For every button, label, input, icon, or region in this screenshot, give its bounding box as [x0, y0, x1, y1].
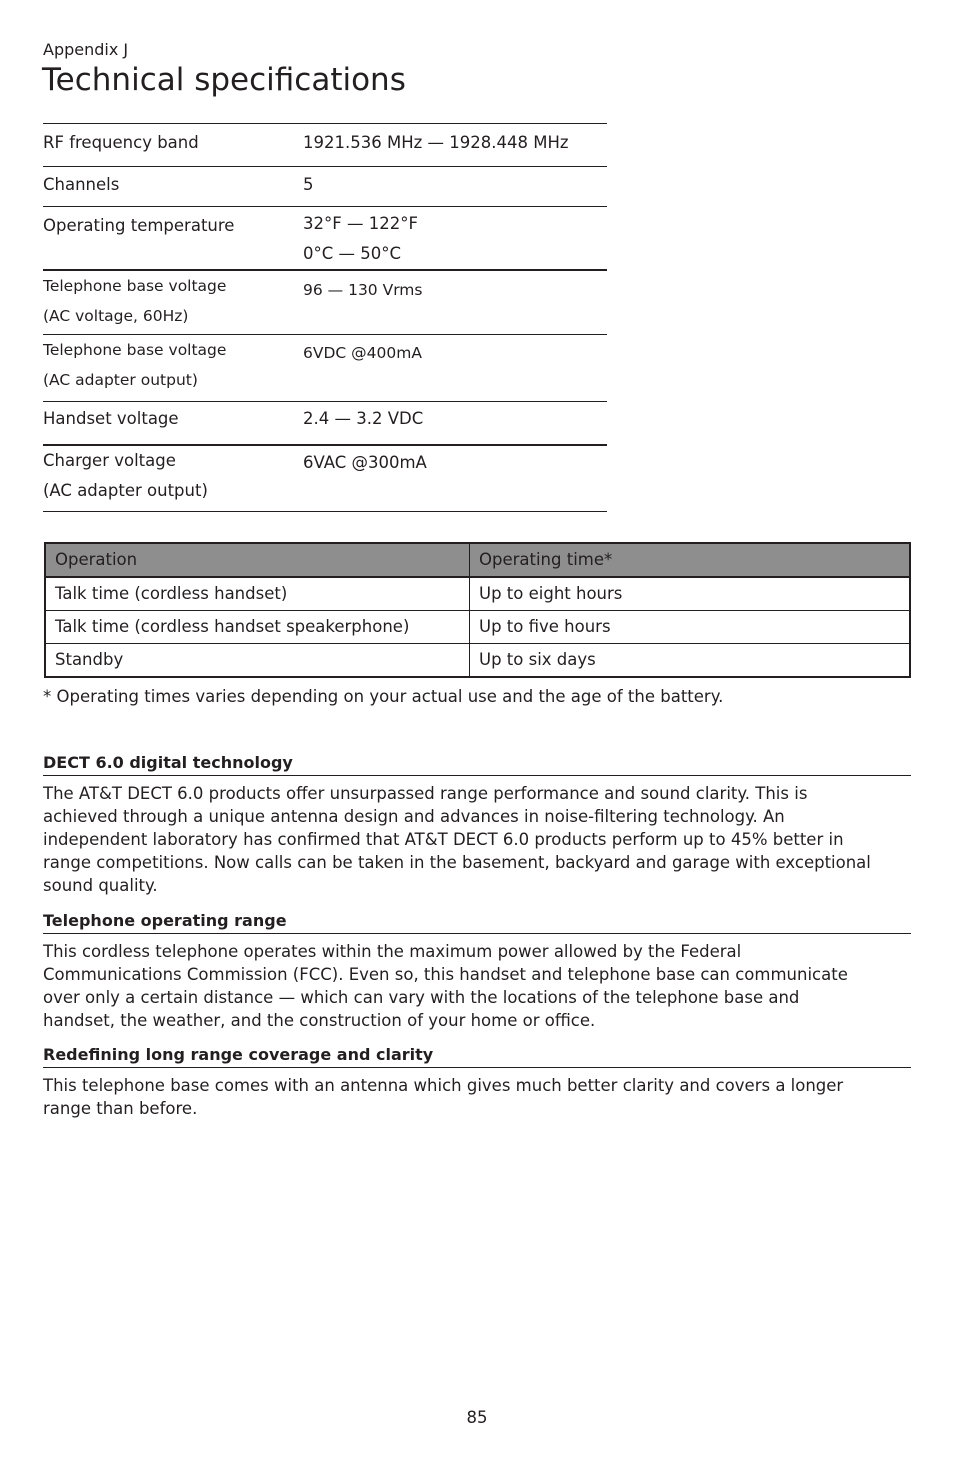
spec-label: RF frequency band — [43, 124, 303, 167]
spec-row-base-voltage-ac — [43, 270, 607, 334]
page-number: 85 — [466, 1408, 488, 1427]
spec-label: Telephone base voltage (AC voltage, 60Hz) — [43, 277, 227, 325]
column-header-operation: Operation — [45, 543, 470, 577]
spec-label: Channels — [43, 175, 120, 194]
table-header-row — [45, 543, 910, 577]
operating-time-footnote: * Operating times varies depending on your actual use and the age of the battery. — [43, 687, 724, 706]
spec-row-operating-temperature — [43, 207, 607, 271]
table-row — [45, 644, 910, 678]
table-cell: Up to five hours — [470, 611, 911, 644]
table-row — [45, 611, 910, 644]
spec-table — [43, 123, 607, 512]
spec-value: 1921.536 MHz — 1928.448 MHz — [303, 124, 607, 167]
spec-value: 96 — 130 Vrms — [303, 281, 423, 299]
table-cell: Talk time (cordless handset) — [45, 577, 470, 611]
spec-row-base-voltage-adapter — [43, 334, 607, 401]
spec-value: 2.4 — 3.2 VDC — [303, 408, 424, 428]
spec-row-channels — [43, 167, 607, 207]
spec-row-rf-frequency — [43, 124, 607, 167]
section-heading-dect: DECT 6.0 digital technology — [43, 752, 911, 776]
operating-time-table — [44, 542, 911, 678]
spec-value: 32°F — 122°F 0°C — 50°C — [303, 214, 418, 263]
section-body-long-range: This telephone base comes with an antenna which gives much better clarity and covers a longer range than before. — [43, 1076, 844, 1118]
spec-label: Operating temperature — [43, 216, 235, 235]
spec-label: Handset voltage — [43, 408, 179, 428]
section-body-dect: The AT&T DECT 6.0 products offer unsurpassed range performance and sound clarity. This is achieved through a unique antenna design and advances in noise-filtering technology. An independent laboratory has confirmed that AT&T DECT 6.0 products perform up to 45% better in range competitions. Now calls can be taken in the basement, backyard and garage with exceptional sound quality. — [43, 784, 871, 895]
table-cell: Up to six days — [470, 644, 911, 678]
spec-value: 5 — [303, 175, 314, 194]
section-heading-long-range: Redefining long range coverage and clarity — [43, 1044, 911, 1068]
spec-label: Charger voltage (AC adapter output) — [43, 451, 208, 500]
spec-row-handset-voltage — [43, 401, 607, 445]
section-heading-operating-range: Telephone operating range — [43, 910, 911, 934]
spec-label: Telephone base voltage (AC adapter output) — [43, 340, 227, 389]
spec-value: 6VAC @300mA — [303, 453, 427, 472]
table-cell: Talk time (cordless handset speakerphone) — [45, 611, 470, 644]
section-body-operating-range: This cordless telephone operates within the maximum power allowed by the Federal Communications Commission (FCC). Even so, this handset and telephone base can communicate over only a certain distance — which can vary with the locations of the telephone base and handset, the weather, and the construction of your home or office. — [43, 942, 848, 1030]
table-cell: Standby — [45, 644, 470, 678]
column-header-operating-time: Operating time* — [470, 543, 911, 577]
table-cell: Up to eight hours — [470, 577, 911, 611]
spec-value: 6VDC @400mA — [303, 343, 422, 362]
spec-row-charger-voltage — [43, 445, 607, 511]
appendix-label: Appendix J — [43, 40, 129, 59]
page-title: Technical specifications — [42, 62, 406, 98]
table-row — [45, 577, 910, 611]
